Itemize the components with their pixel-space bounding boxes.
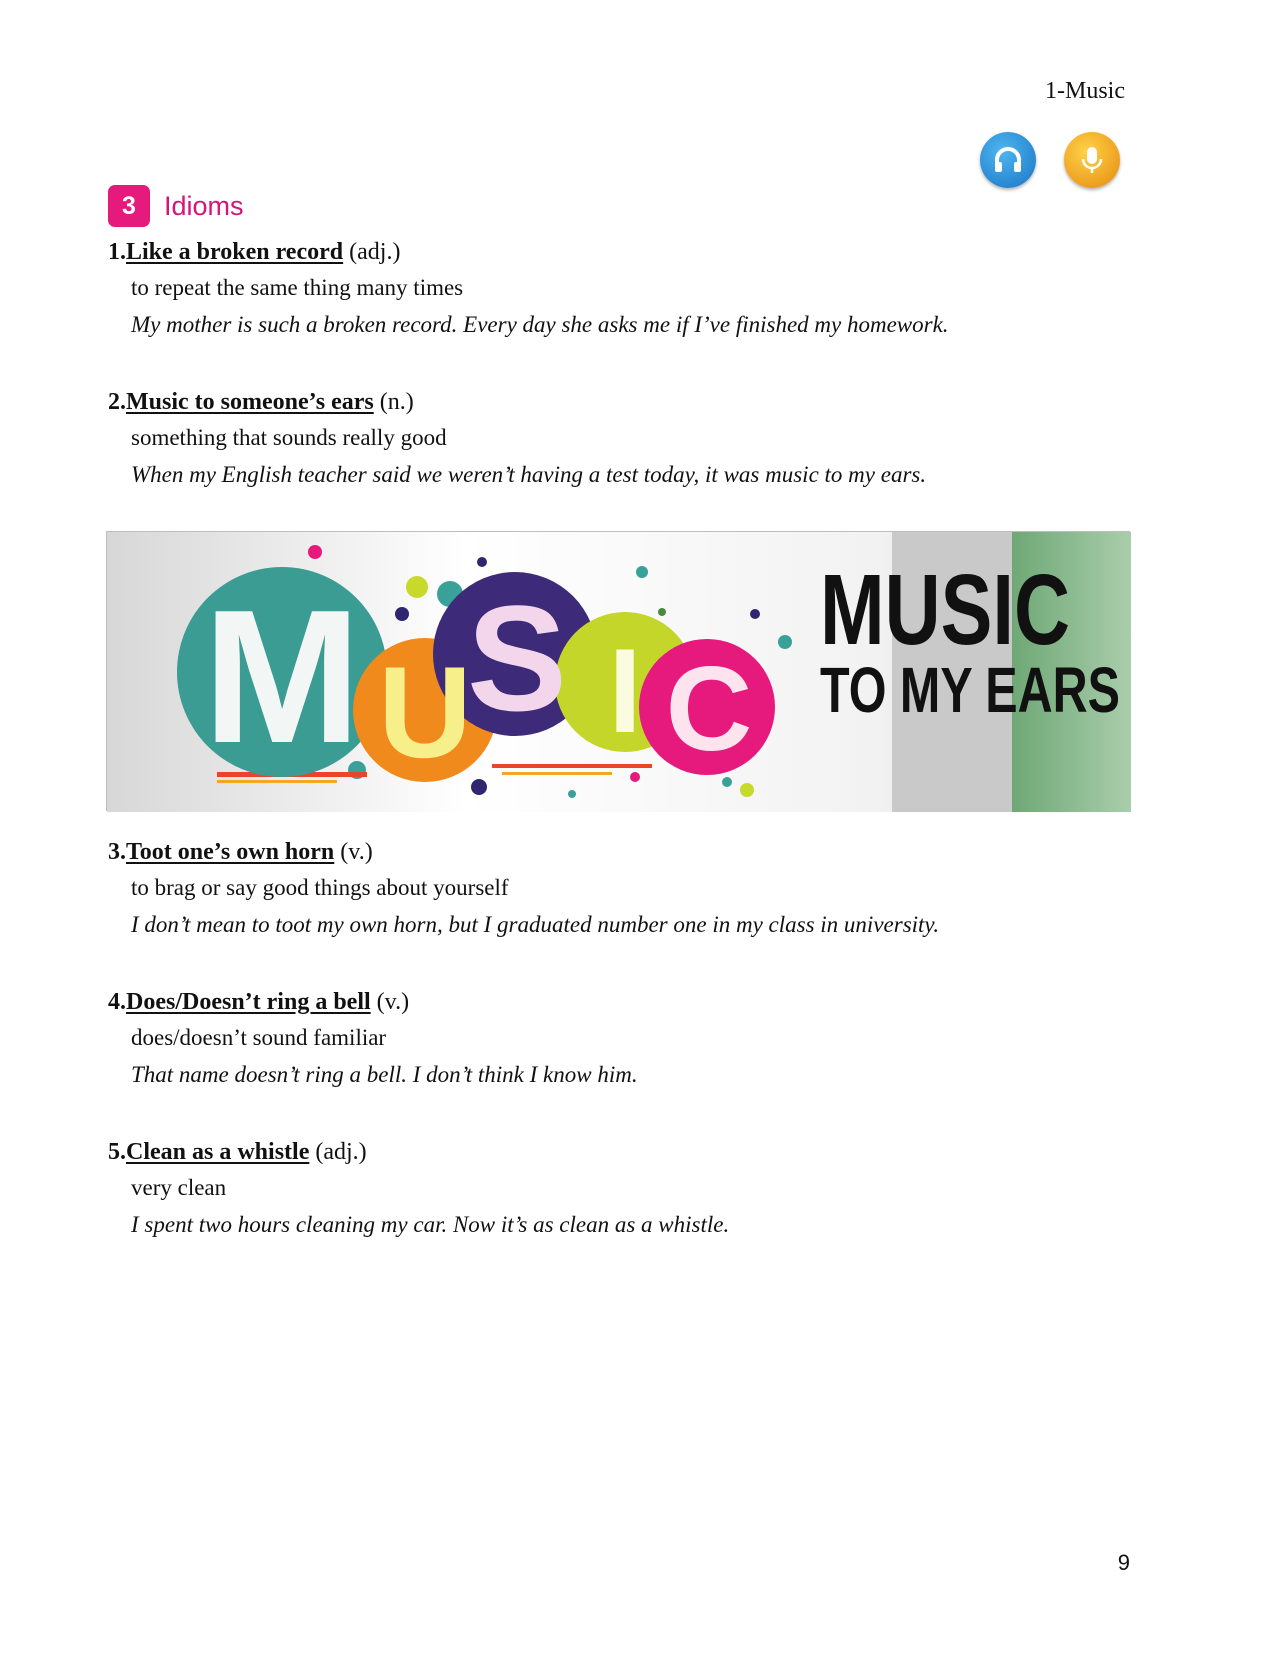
idiom-definition: to brag or say good things about yourself: [131, 875, 509, 900]
headphones-icon[interactable]: [980, 132, 1036, 188]
part-of-speech: (v.): [376, 989, 410, 1015]
chapter-label: 1-Music: [1045, 78, 1125, 104]
idiom-number: 2.: [108, 389, 126, 415]
banner-letter-i: I: [608, 624, 642, 758]
idiom-number: 5.: [108, 1139, 126, 1165]
idiom-number: 4.: [108, 989, 126, 1015]
section-heading: [108, 185, 244, 227]
idiom-definition: very clean: [131, 1175, 227, 1200]
idiom-entry: [108, 985, 1158, 1093]
part-of-speech: (n.): [379, 389, 414, 415]
banner-letter-u: U: [378, 639, 472, 785]
idiom-definition: something that sounds really good: [131, 425, 447, 450]
microphone-icon[interactable]: [1064, 132, 1120, 188]
part-of-speech: (v.): [340, 839, 373, 865]
banner-letter-s: S: [466, 574, 568, 742]
section-number-badge: 3: [108, 185, 150, 227]
banner-subline: TO MY EARS: [820, 654, 1120, 726]
section-title: Idioms: [164, 190, 244, 221]
idiom-definition: does/doesn’t sound familiar: [131, 1025, 387, 1050]
idiom-term: Like a broken record: [126, 239, 344, 265]
idiom-example: When my English teacher said we weren’t having a test today, it was music to my ears.: [131, 462, 927, 487]
banner-letter-c: C: [665, 642, 753, 776]
idiom-heading: [108, 235, 1158, 269]
idiom-entry: [108, 1135, 1158, 1243]
idiom-example: My mother is such a broken record. Every day she asks me if I’ve finished my homework.: [131, 312, 949, 337]
idiom-term: Music to someone’s ears: [126, 389, 374, 415]
idiom-entry: [108, 235, 1158, 343]
banner-letter-m: M: [202, 571, 362, 783]
idiom-number: 3.: [108, 839, 126, 865]
idiom-number: 1.: [108, 239, 126, 265]
idiom-heading: [108, 1135, 1158, 1169]
part-of-speech: (adj.): [315, 1139, 367, 1165]
idiom-example: That name doesn’t ring a bell. I don’t think I know him.: [131, 1062, 638, 1087]
idiom-term: Does/Doesn’t ring a bell: [126, 989, 371, 1015]
idiom-heading: [108, 385, 1158, 419]
page-number: 9: [1117, 1550, 1130, 1575]
idiom-example: I don’t mean to toot my own horn, but I graduated number one in my class in university.: [131, 912, 940, 937]
music-to-my-ears-banner: [106, 531, 1130, 811]
idiom-example: I spent two hours cleaning my car. Now it’s as clean as a whistle.: [131, 1212, 730, 1237]
idiom-heading: [108, 985, 1158, 1019]
idiom-heading: [108, 835, 1158, 869]
audio-toolbar: [980, 132, 1120, 188]
idiom-entry: [108, 385, 1158, 493]
idiom-entry: [108, 835, 1158, 943]
idiom-term: Toot one’s own horn: [126, 839, 335, 865]
banner-headline: MUSIC: [820, 554, 1070, 666]
idiom-term: Clean as a whistle: [126, 1139, 310, 1165]
part-of-speech: (adj.): [349, 239, 401, 265]
idiom-definition: to repeat the same thing many times: [131, 275, 464, 300]
